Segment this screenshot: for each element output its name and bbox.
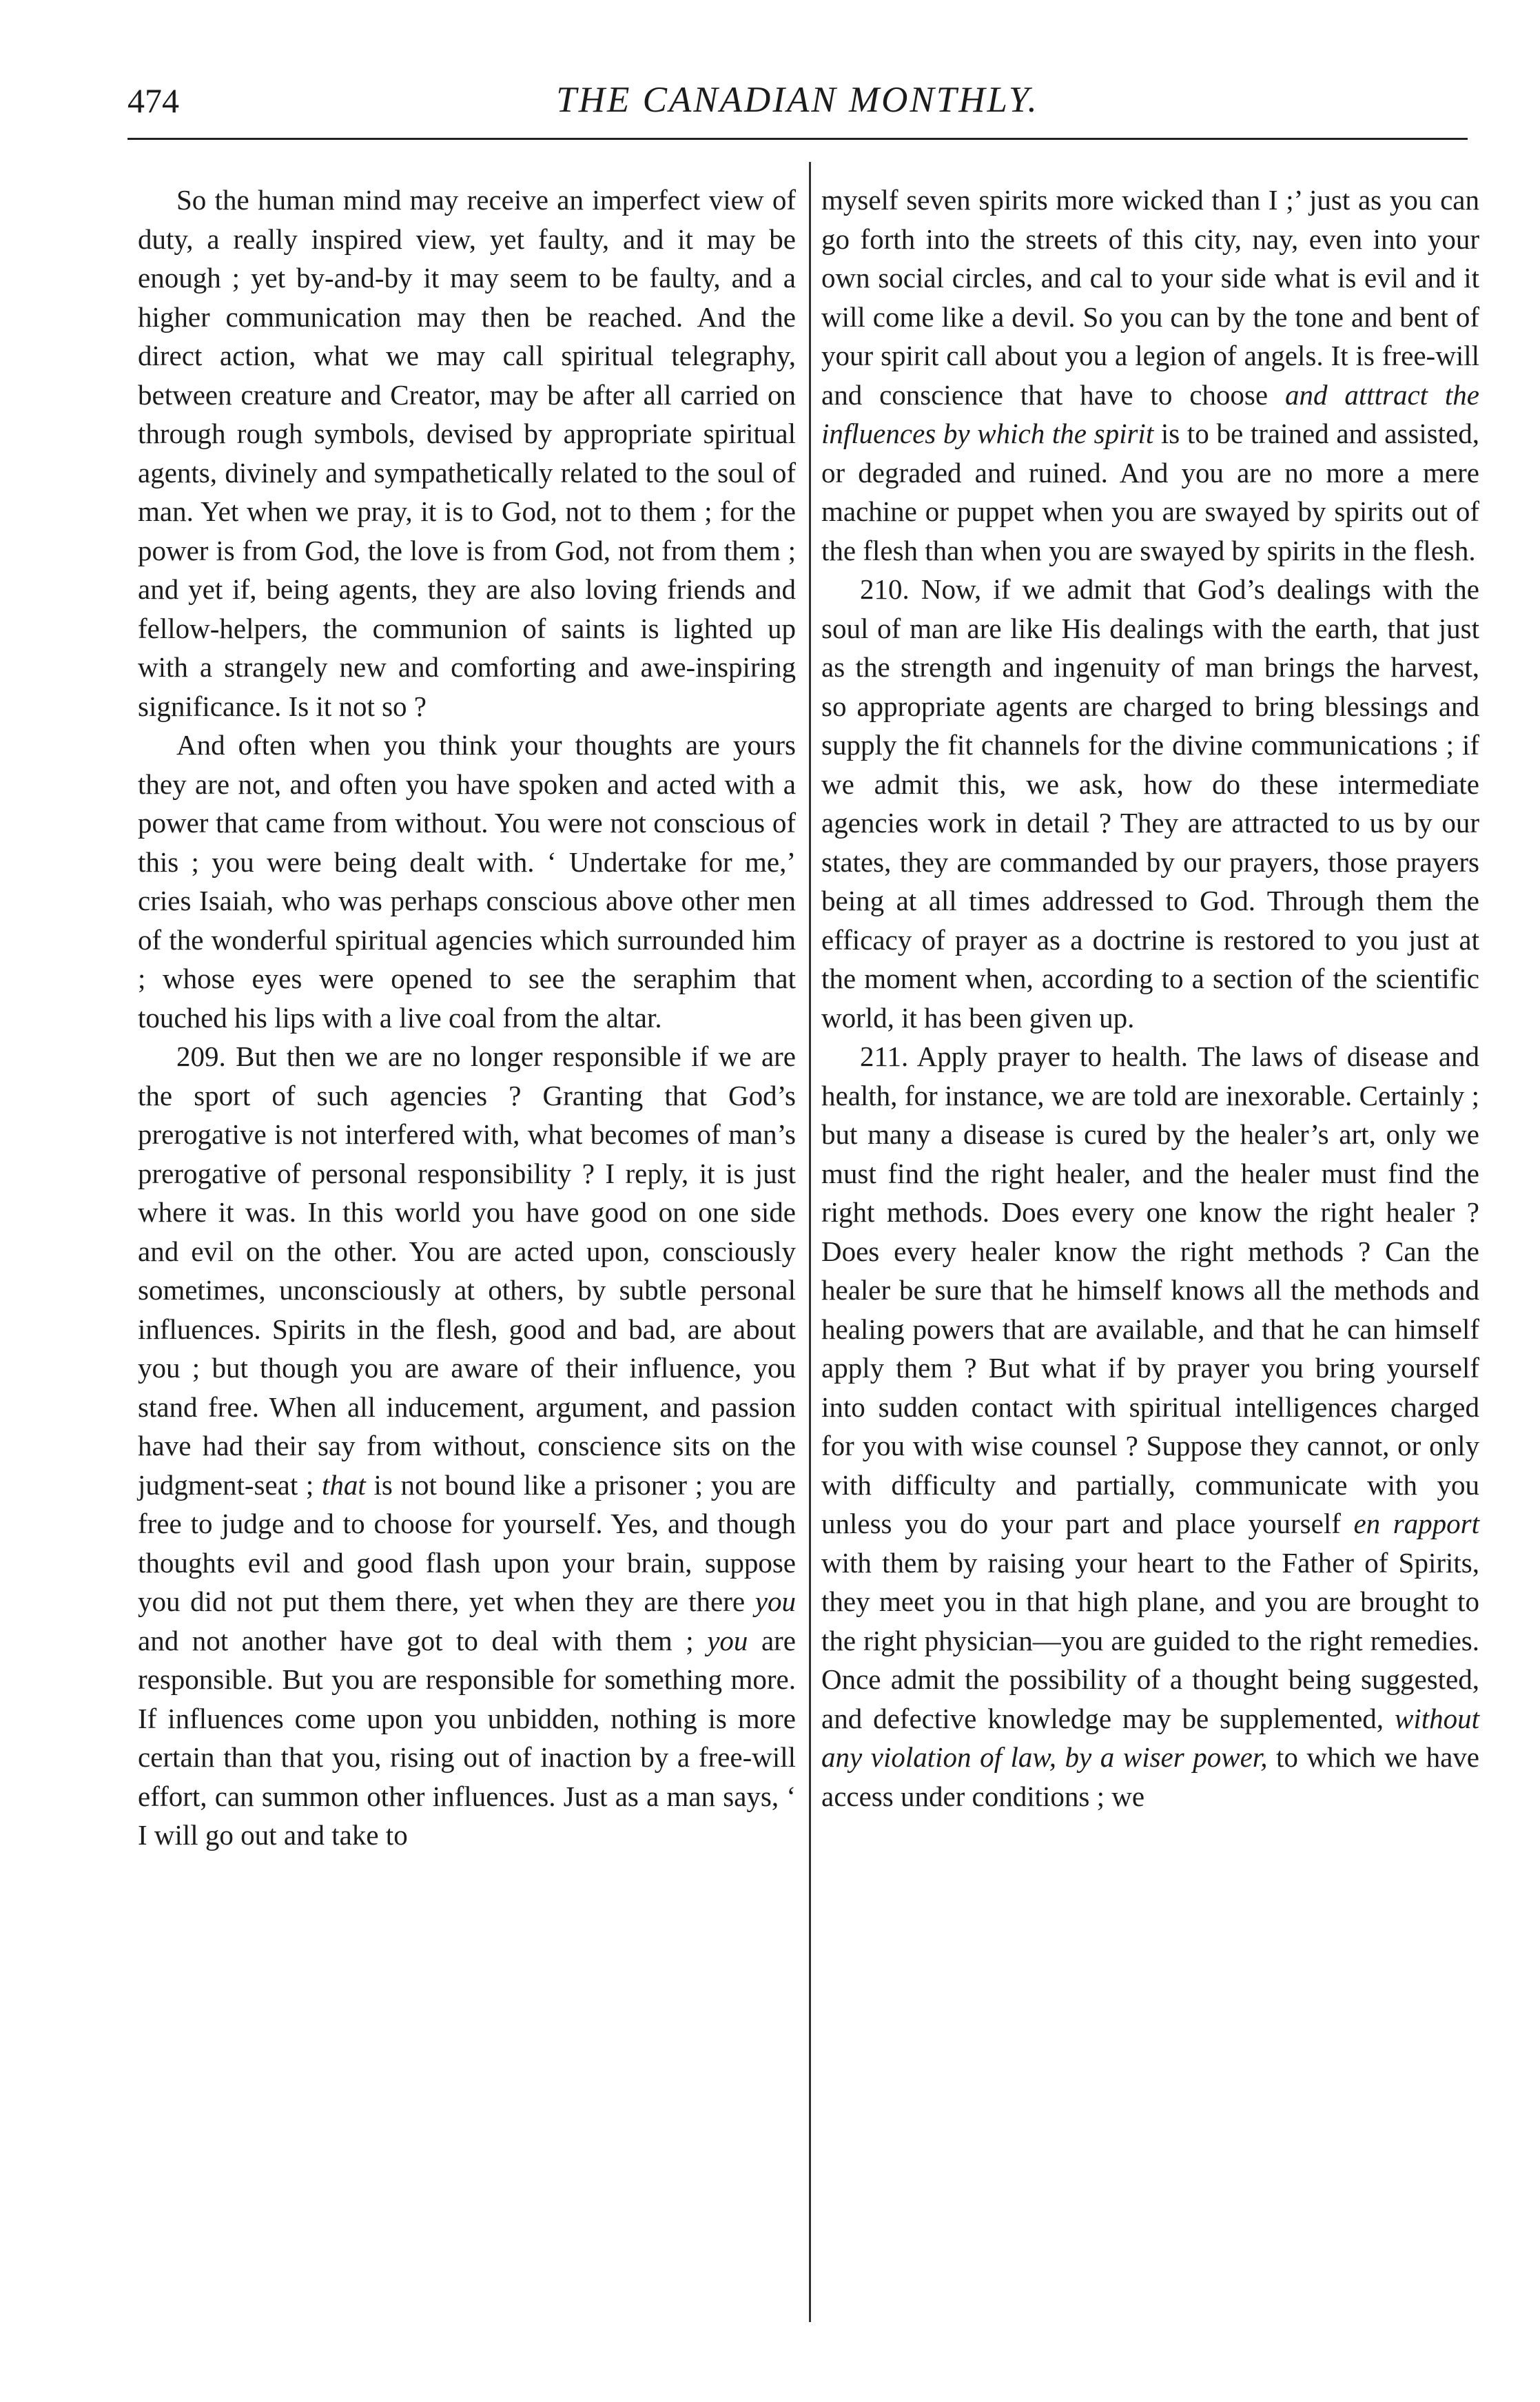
text-run: is not bound like a prisoner ; you are free to judge and to choose for yourself. Yes, and though thoughts evil and good flash upon your brain, suppose you did not put them there, yet when they are there xyxy=(138,1468,796,1617)
italic-run: you xyxy=(707,1624,748,1656)
page-number: 474 xyxy=(127,81,179,120)
left-column xyxy=(138,181,796,1855)
paragraph-continued xyxy=(821,181,1479,570)
italic-run: you xyxy=(754,1585,796,1617)
column-divider xyxy=(809,162,811,2322)
paragraph: And often when you think your thoughts are yours they are not, and often you have spoken and acted with a power that came from without. You were not conscious of this ; you were being dealt with. ‘ Undertake for me,’ cries Isaiah, who was perhaps conscious above other men of the wonderful spiritual agencies which surrounded him ; whose eyes were opened to see the seraphim that touched his lips with a live coal from the altar. xyxy=(138,729,796,1034)
paragraph-210: 210. Now, if we admit that God’s dealings with the soul of man are like His dealings with the earth, that just as the strength and ingenuity of man brings the harvest, so appropriate agents are charged to bring blessings and supply the fit channels for the divine communications ; if we admit this, we ask, how do these intermediate agencies work in detail ? They are attracted to us by our states, they are commanded by our prayers, those prayers being at all times addressed to God. Through them the efficacy of prayer as a doctrine is restored to you just at the moment when, according to a section of the scientific world, it has been given up. xyxy=(821,573,1479,1034)
paragraph-209 xyxy=(138,1037,796,1855)
text-run: 209. But then we are no longer responsible if we are the sport of such agencies ? Granting that God’s prerogative is not interfered with, what becomes of man’s prerogative of personal responsibility ? I reply, it is just where it was. In this world you have good on one side and evil on the other. You are acted upon, consciously sometimes, unconsciously at others, by subtle personal influences. Spirits in the flesh, good and bad, are about you ; but though you are aware of their influence, you stand free. When all inducement, argument, and passion have had their say from without, conscience sits on the judgment-seat ; xyxy=(138,1040,796,1501)
italic-run: that xyxy=(322,1468,366,1501)
text-run: myself seven spirits more wicked than I ;’ just as you can go forth into the streets of this city, nay, even into your own social circles, and cal to your side what is evil and it will come like a devil. So you can by the tone and bent of your spirit call about you a legion of angels. It is free-will and conscience that have to choose xyxy=(821,184,1479,411)
text-run: is to be trained and assisted, or degraded and ruined. And you are no more a mere machine or puppet when you are swayed by spirits out of the flesh than when you are swayed by spirits in the flesh. xyxy=(821,418,1480,566)
running-title: THE CANADIAN MONTHLY. xyxy=(556,80,1039,120)
paragraph-211 xyxy=(821,1037,1479,1816)
text-run: are responsible. But you are responsible for something more. If influences come upon you unbidden, nothing is more certain than that you, rising out of inaction by a free-will effort, can summon other influences. Just as a man says, ‘ I will go out and take to xyxy=(138,1624,796,1851)
page-header xyxy=(127,65,1468,140)
italic-run: and atttract the influences by which the spirit xyxy=(821,378,1480,449)
text-run: 211. Apply prayer to health. The laws of disease and health, for instance, we are told are inexorable. Certainly ; but many a disease is cured by the healer’s art, only we must find the right healer, and the healer must find the right methods. Does every one know the right healer ? Does every healer know the right methods ? Can the healer be sure that he himself knows all the methods and healing powers that are available, and that he can himself apply them ? But what if by prayer you bring yourself into sudden contact with spiritual intelligences charged for you with wise counsel ? Suppose they cannot, or only with difficulty and partially, communicate with you unless you do your part and place yourself xyxy=(821,1040,1479,1539)
text-run: with them by raising your heart to the Father of Spirits, they meet you in that high plane, and you are brought to the right physician—you are guided to the right remedies. Once admit the possibility of a thought being suggested, and defective knowledge may be supplemented, xyxy=(821,1546,1479,1734)
text-run: to which we have access under conditions ; we xyxy=(821,1741,1480,1812)
paragraph: So the human mind may receive an imperfect view of duty, a really inspired view, yet faulty, and it may be enough ; yet by-and-by it may seem to be faulty, and a higher communication may then be reached. And the direct action, what we may call spiritual telegraphy, between creature and Creator, may be after all carried on through rough symbols, devised by appropriate spiritual agents, divinely and sympathetically related to the soul of man. Yet when we pray, it is to God, not to them ; for the power is from God, the love is from God, not from them ; and yet if, being agents, they are also loving friends and fellow-helpers, the communion of saints is lighted up with a strangely new and comforting and awe-inspiring significance. Is it not so ? xyxy=(138,184,796,722)
italic-run: en rapport xyxy=(1353,1508,1479,1539)
right-column xyxy=(821,181,1479,1816)
text-run: and not another have got to deal with them ; xyxy=(138,1624,694,1656)
italic-run: without any violation of law, by a wiser power, xyxy=(821,1702,1479,1773)
